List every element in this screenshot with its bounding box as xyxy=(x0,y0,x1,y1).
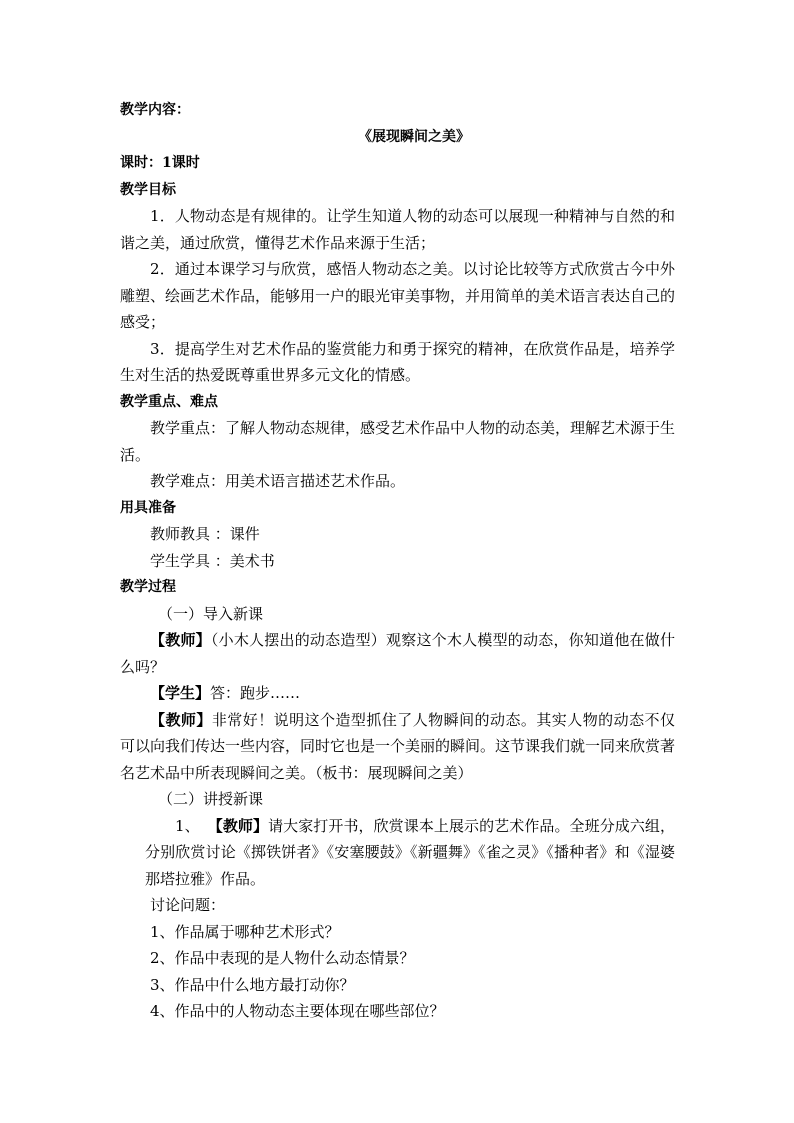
process-heading: 教学过程 xyxy=(120,579,176,595)
teacher-praise-paragraph xyxy=(120,707,675,787)
lesson-time: 课时：1课时 xyxy=(120,155,200,171)
student-tools: 学生学具 ：美术书 xyxy=(150,551,275,570)
question-1: 1、作品属于哪种艺术形式？ xyxy=(150,922,340,941)
step-1-paragraph xyxy=(120,813,675,893)
teacher-tag: 【教师】 xyxy=(150,631,211,649)
goal-item-3: 3．提高学生对艺术作品的鉴赏能力和勇于探究的精神，在欣赏作品是，培养学生对生活的热爱既尊重世界多元文化的情感。 xyxy=(120,339,675,384)
document-content xyxy=(120,97,675,1025)
section-new-lesson-heading: （二）讲授新课 xyxy=(158,790,264,808)
tools-heading: 用具准备 xyxy=(120,499,176,516)
teacher-tag-3: 【教师】 xyxy=(207,816,269,835)
teacher-intro-text: （小木人摆出的动态造型）观察这个木人模型的动态，你知道他在做什么吗？ xyxy=(120,631,675,676)
teacher-praise-text: 非常好！说明这个造型抓住了人物瞬间的动态。其实人物的动态不仅可以向我们传达一些内容，同时它也是一个美丽的瞬间。这节课我们就一同来欣赏著名艺术品中所表现瞬间之美。（板书：展现瞬间之美） xyxy=(120,710,676,782)
teacher-tag-2: 【教师】 xyxy=(150,710,212,729)
goal-item-1: 1．人物动态是有规律的。让学生知道人物的动态可以展现一种精神与自然的和谐之美，通过欣赏，懂得艺术作品来源于生活； xyxy=(120,207,675,252)
key-points-heading: 教学重点、难点 xyxy=(120,393,218,410)
question-4: 4、作品中的人物动态主要体现在哪些部位？ xyxy=(150,1002,445,1020)
student-answer-paragraph xyxy=(120,680,675,707)
goals-heading: 教学目标 xyxy=(120,181,176,198)
teaching-content-heading: 教学内容： xyxy=(120,102,190,118)
step-1-number: 1、 xyxy=(175,816,200,835)
teacher-intro-paragraph xyxy=(120,627,675,680)
student-answer-text: 答：跑步…… xyxy=(210,684,301,702)
step-1-text: 请大家打开书，欣赏课本上展示的艺术作品。全班分成六组，分别欣赏讨论《掷铁饼者》《安塞腰鼓》《新疆舞》《雀之灵》《播种者》和《湿婆 那塔拉雅》作品。 xyxy=(145,816,675,888)
lesson-title: 《展现瞬间之美》 xyxy=(358,128,470,145)
difficult-point: 教学难点：用美术语言描述艺术作品。 xyxy=(150,472,406,490)
question-3: 3、作品中什么地方最打动你？ xyxy=(150,975,355,994)
question-2: 2、作品中表现的是人物什么动态情景？ xyxy=(150,949,415,967)
key-point: 教学重点：了解人物动态规律，感受艺术作品中人物的动态美，理解艺术源于生活。 xyxy=(120,419,676,464)
section-intro-heading: （一）导入新课 xyxy=(158,604,264,623)
goal-item-2: 2．通过本课学习与欣赏，感悟人物动态之美。以讨论比较等方式欣赏古今中外雕塑、绘画艺术作品，能够用一户的眼光审美事物，并用简单的美术语言表达自己的感受； xyxy=(120,260,676,331)
teacher-tools: 教师教具 ：课件 xyxy=(150,525,260,543)
student-tag: 【学生】 xyxy=(150,684,211,702)
discussion-label: 讨论问题： xyxy=(150,896,226,914)
